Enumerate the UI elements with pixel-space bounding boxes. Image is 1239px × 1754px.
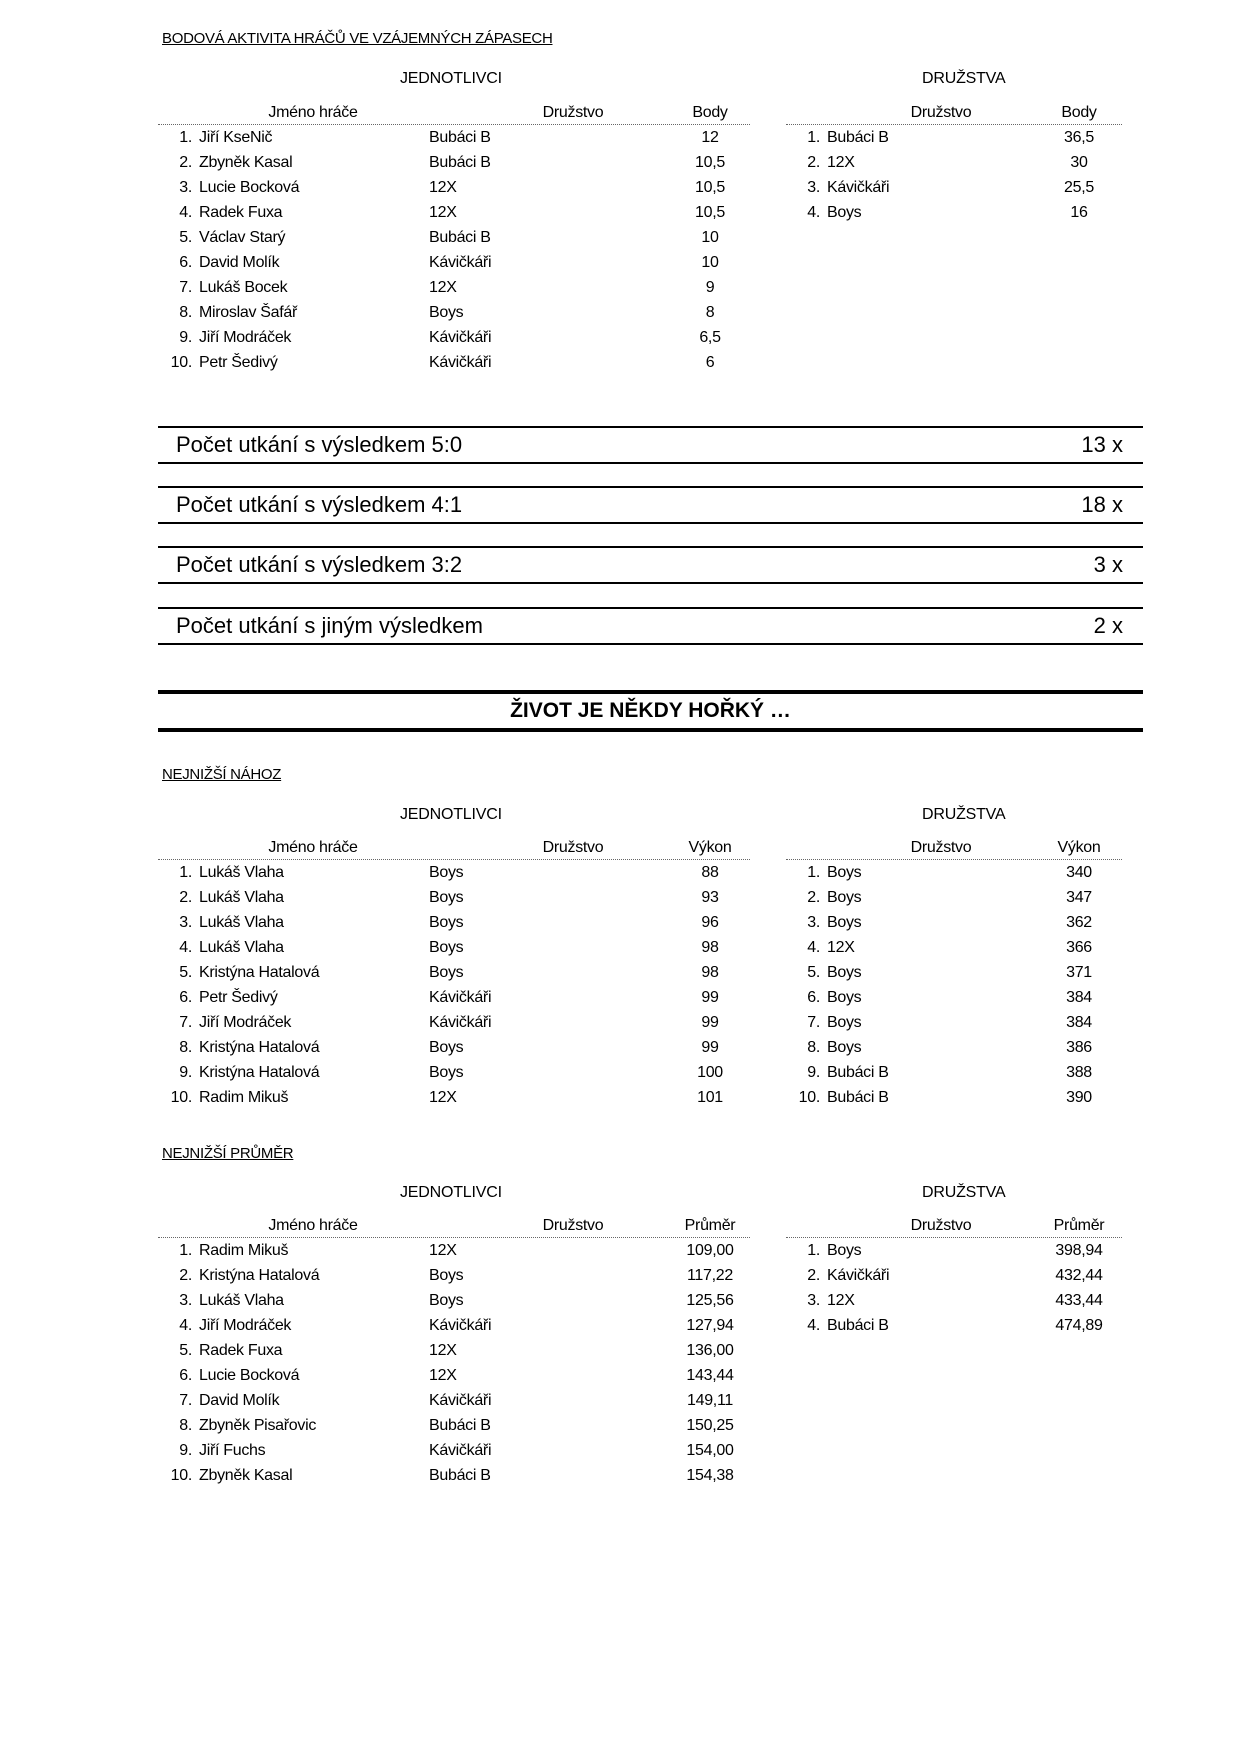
table-row [158,1413,750,1438]
team-name: 12X [429,1089,457,1106]
table-row [158,1060,750,1085]
column-header: Jméno hráče [268,1217,358,1234]
table-row [158,1388,750,1413]
table-row [786,175,1122,200]
table-header [786,839,1122,860]
value: 125,56 [686,1292,734,1309]
section-title-nejnizsi-nahoz: NEJNIŽŠÍ NÁHOZ [162,766,282,783]
team-name: Bubáci B [827,1064,889,1081]
table-row [786,1010,1122,1035]
player-name: Radek Fuxa [199,204,283,221]
section-title-nejnizsi-prumer: NEJNIŽŠÍ PRŮMĚR [162,1145,294,1162]
column-header: Družstvo [542,1217,604,1234]
teams-label: DRUŽSTVA [922,1184,1006,1201]
stat-row [158,486,1143,524]
value: 386 [1066,1039,1092,1056]
table-row [786,1288,1122,1313]
table-row [158,910,750,935]
table-row [158,960,750,985]
value: 388 [1066,1064,1092,1081]
value: 10 [701,254,719,271]
value: 98 [701,939,719,956]
individuals-label: JEDNOTLIVCI [400,70,502,87]
rank: 4. [179,204,192,221]
player-name: David Molík [199,1392,280,1409]
team-name: Boys [429,1292,464,1309]
team-name: Boys [827,989,862,1006]
team-name: Kávičkáři [429,1442,492,1459]
teams-label: DRUŽSTVA [922,806,1006,823]
individuals-table [158,1217,750,1488]
team-name: Kávičkáři [429,354,492,371]
team-name: Kávičkáři [429,1317,492,1334]
column-header: Výkon [688,839,732,856]
rank: 7. [179,1014,192,1031]
value: 117,22 [687,1267,733,1284]
stat-row [158,607,1143,645]
table-row [786,910,1122,935]
value: 109,00 [686,1242,734,1259]
team-name: Boys [827,1039,862,1056]
team-name: Bubáci B [429,129,491,146]
team-name: Kávičkáři [429,254,492,271]
value: 10,5 [695,179,725,196]
player-name: David Molík [199,254,280,271]
stat-label: Počet utkání s výsledkem 3:2 [176,552,463,577]
table-header [786,104,1122,125]
value: 100 [697,1064,723,1081]
value: 96 [701,914,719,931]
team-name: Boys [429,939,464,956]
team-name: 12X [429,204,457,221]
column-header: Průměr [1053,1217,1105,1234]
individuals-table [158,839,750,1110]
table-row [786,200,1122,225]
team-name: 12X [429,179,457,196]
team-name: Boys [827,864,862,881]
team-name: 12X [429,1342,457,1359]
player-name: Radim Mikuš [199,1242,289,1259]
table-header [158,1217,750,1238]
value: 136,00 [686,1342,734,1359]
team-name: Boys [827,889,862,906]
value: 6,5 [699,329,721,346]
column-header: Průměr [684,1217,736,1234]
table-row [158,1085,750,1110]
player-name: Petr Šedivý [199,989,278,1006]
stat-value: 18 x [1081,492,1123,517]
player-name: Lukáš Vlaha [199,939,284,956]
player-name: Lukáš Vlaha [199,914,284,931]
value: 12 [701,129,719,146]
team-name: Bubáci B [429,154,491,171]
rank: 9. [179,1442,192,1459]
player-name: Lukáš Bocek [199,279,288,296]
teams-table [786,839,1122,1110]
table-row [786,1060,1122,1085]
stat-label: Počet utkání s výsledkem 5:0 [176,432,463,457]
table-row [158,885,750,910]
value: 347 [1066,889,1092,906]
table-row [786,1238,1122,1263]
rank: 3. [807,179,820,196]
rank: 1. [807,864,820,881]
value: 154,00 [686,1442,734,1459]
value: 99 [701,989,719,1006]
team-name: Boys [429,1039,464,1056]
rank: 10. [170,1089,192,1106]
player-name: Miroslav Šafář [199,304,298,321]
player-name: Jiří Modráček [199,1317,292,1334]
table-row [158,1238,750,1263]
rank: 2. [179,1267,192,1284]
column-header: Jméno hráče [268,104,358,121]
rank: 4. [179,1317,192,1334]
rank: 5. [807,964,820,981]
table-row [158,275,750,300]
rank: 8. [179,1417,192,1434]
rank: 6. [807,989,820,1006]
value: 398,94 [1055,1242,1103,1259]
rank: 4. [807,204,820,221]
table-row [158,1438,750,1463]
rank: 6. [179,1367,192,1384]
team-name: Boys [827,914,862,931]
table-row [158,300,750,325]
column-header: Družstvo [542,839,604,856]
rank: 10. [170,354,192,371]
team-name: Boys [429,1064,464,1081]
rank: 8. [179,1039,192,1056]
table-row [786,885,1122,910]
player-name: Zbyněk Kasal [199,154,293,171]
column-header: Body [692,104,728,121]
team-name: Bubáci B [429,1417,491,1434]
value: 150,25 [686,1417,734,1434]
player-name: Kristýna Hatalová [199,1064,320,1081]
table-header [158,839,750,860]
value: 154,38 [686,1467,734,1484]
table-row [158,1363,750,1388]
player-name: Václav Starý [199,229,286,246]
rank: 5. [179,964,192,981]
table-header [786,1217,1122,1238]
table-row [786,125,1122,150]
column-header: Družstvo [910,839,972,856]
player-name: Lucie Bocková [199,1367,300,1384]
stat-value: 2 x [1093,613,1123,638]
table-header [158,104,750,125]
player-name: Zbyněk Pisařovic [199,1417,317,1434]
value: 433,44 [1055,1292,1103,1309]
rank: 7. [179,279,192,296]
table-row [158,935,750,960]
table-row [786,150,1122,175]
team-name: 12X [827,939,855,956]
table-row [786,1263,1122,1288]
value: 474,89 [1055,1317,1103,1334]
value: 99 [701,1014,719,1031]
teams-label: DRUŽSTVA [922,70,1006,87]
rank: 3. [807,914,820,931]
table-row [786,985,1122,1010]
team-name: Kávičkáři [827,179,890,196]
value: 10,5 [695,204,725,221]
table-row [158,1463,750,1488]
rank: 9. [807,1064,820,1081]
table-row [158,985,750,1010]
team-name: Boys [827,964,862,981]
teams-table [786,104,1122,225]
rank: 3. [179,1292,192,1309]
individuals-table [158,104,750,375]
team-name: Bubáci B [429,229,491,246]
column-header: Družstvo [542,104,604,121]
table-row [786,860,1122,885]
table-row [158,225,750,250]
rank: 2. [807,889,820,906]
table-row [158,1035,750,1060]
rank: 5. [179,229,192,246]
team-name: Kávičkáři [429,1014,492,1031]
rank: 10. [170,1467,192,1484]
rank: 6. [179,989,192,1006]
team-name: Kávičkáři [429,1392,492,1409]
rank: 8. [807,1039,820,1056]
team-name: Boys [827,1242,862,1259]
team-name: Boys [429,964,464,981]
table-row [158,1313,750,1338]
player-name: Jiří Modráček [199,329,292,346]
player-name: Lukáš Vlaha [199,864,284,881]
value: 10,5 [695,154,725,171]
banner-zivot-je-nekdy-horky: ŽIVOT JE NĚKDY HOŘKÝ … [158,690,1143,732]
team-name: Boys [429,889,464,906]
column-header: Body [1061,104,1097,121]
team-name: Kávičkáři [429,989,492,1006]
player-name: Jiří Fuchs [199,1442,266,1459]
rank: 2. [179,154,192,171]
column-header: Družstvo [910,1217,972,1234]
table-row [158,175,750,200]
rank: 2. [807,154,820,171]
team-name: Boys [429,864,464,881]
rank: 4. [179,939,192,956]
rank: 2. [179,889,192,906]
value: 390 [1066,1089,1092,1106]
table-row [158,1263,750,1288]
rank: 1. [807,129,820,146]
value: 98 [701,964,719,981]
rank: 1. [179,864,192,881]
individuals-label: JEDNOTLIVCI [400,806,502,823]
value: 99 [701,1039,719,1056]
rank: 6. [179,254,192,271]
table-row [786,1035,1122,1060]
stat-label: Počet utkání s jiným výsledkem [176,613,483,638]
team-name: 12X [429,1367,457,1384]
table-row [158,250,750,275]
rank: 1. [179,129,192,146]
player-name: Radek Fuxa [199,1342,283,1359]
table-row [786,1313,1122,1338]
stat-label: Počet utkání s výsledkem 4:1 [176,492,463,517]
player-name: Lukáš Vlaha [199,1292,284,1309]
value: 10 [701,229,719,246]
value: 93 [701,889,719,906]
value: 88 [701,864,719,881]
table-row [158,350,750,375]
stat-row [158,546,1143,584]
value: 127,94 [686,1317,734,1334]
player-name: Kristýna Hatalová [199,1039,320,1056]
column-header: Družstvo [910,104,972,121]
value: 25,5 [1064,179,1094,196]
team-name: Boys [827,1014,862,1031]
table-row [786,1085,1122,1110]
value: 340 [1066,864,1092,881]
team-name: Bubáci B [827,129,889,146]
player-name: Jiří KseNič [199,129,273,146]
player-name: Radim Mikuš [199,1089,289,1106]
team-name: Boys [429,304,464,321]
rank: 7. [807,1014,820,1031]
value: 432,44 [1055,1267,1103,1284]
value: 16 [1070,204,1088,221]
player-name: Kristýna Hatalová [199,964,320,981]
player-name: Zbyněk Kasal [199,1467,293,1484]
rank: 1. [179,1242,192,1259]
rank: 2. [807,1267,820,1284]
value: 362 [1066,914,1092,931]
value: 384 [1066,989,1092,1006]
team-name: Bubáci B [429,1467,491,1484]
column-header: Jméno hráče [268,839,358,856]
stat-value: 13 x [1081,432,1123,457]
teams-table [786,1217,1122,1338]
stat-value: 3 x [1093,552,1123,577]
value: 149,11 [687,1392,733,1409]
value: 6 [705,354,715,371]
player-name: Petr Šedivý [199,354,278,371]
team-name: 12X [827,154,855,171]
table-row [158,200,750,225]
table-row [158,150,750,175]
rank: 10. [798,1089,820,1106]
rank: 3. [179,914,192,931]
table-row [158,1288,750,1313]
table-row [158,325,750,350]
team-name: Kávičkáři [429,329,492,346]
rank: 5. [179,1342,192,1359]
value: 384 [1066,1014,1092,1031]
team-name: Bubáci B [827,1089,889,1106]
rank: 4. [807,1317,820,1334]
value: 143,44 [686,1367,734,1384]
player-name: Lucie Bocková [199,179,300,196]
value: 36,5 [1064,129,1094,146]
team-name: 12X [827,1292,855,1309]
rank: 4. [807,939,820,956]
player-name: Jiří Modráček [199,1014,292,1031]
table-row [158,1010,750,1035]
table-row [158,860,750,885]
table-row [786,935,1122,960]
rank: 7. [179,1392,192,1409]
team-name: 12X [429,279,457,296]
value: 8 [705,304,715,321]
table-row [786,960,1122,985]
value: 371 [1066,964,1092,981]
player-name: Kristýna Hatalová [199,1267,320,1284]
column-header: Výkon [1057,839,1101,856]
team-name: Kávičkáři [827,1267,890,1284]
team-name: Boys [827,204,862,221]
rank: 9. [179,329,192,346]
rank: 8. [179,304,192,321]
value: 101 [697,1089,723,1106]
team-name: Boys [429,914,464,931]
stat-row [158,426,1143,464]
value: 366 [1066,939,1092,956]
rank: 1. [807,1242,820,1259]
section-title-bodova-aktivita: BODOVÁ AKTIVITA HRÁČŮ VE VZÁJEMNÝCH ZÁPASECH [162,30,553,47]
team-name: Boys [429,1267,464,1284]
table-row [158,125,750,150]
rank: 3. [179,179,192,196]
individuals-label: JEDNOTLIVCI [400,1184,502,1201]
rank: 3. [807,1292,820,1309]
table-row [158,1338,750,1363]
value: 30 [1070,154,1088,171]
team-name: 12X [429,1242,457,1259]
player-name: Lukáš Vlaha [199,889,284,906]
team-name: Bubáci B [827,1317,889,1334]
value: 9 [705,279,715,296]
rank: 9. [179,1064,192,1081]
